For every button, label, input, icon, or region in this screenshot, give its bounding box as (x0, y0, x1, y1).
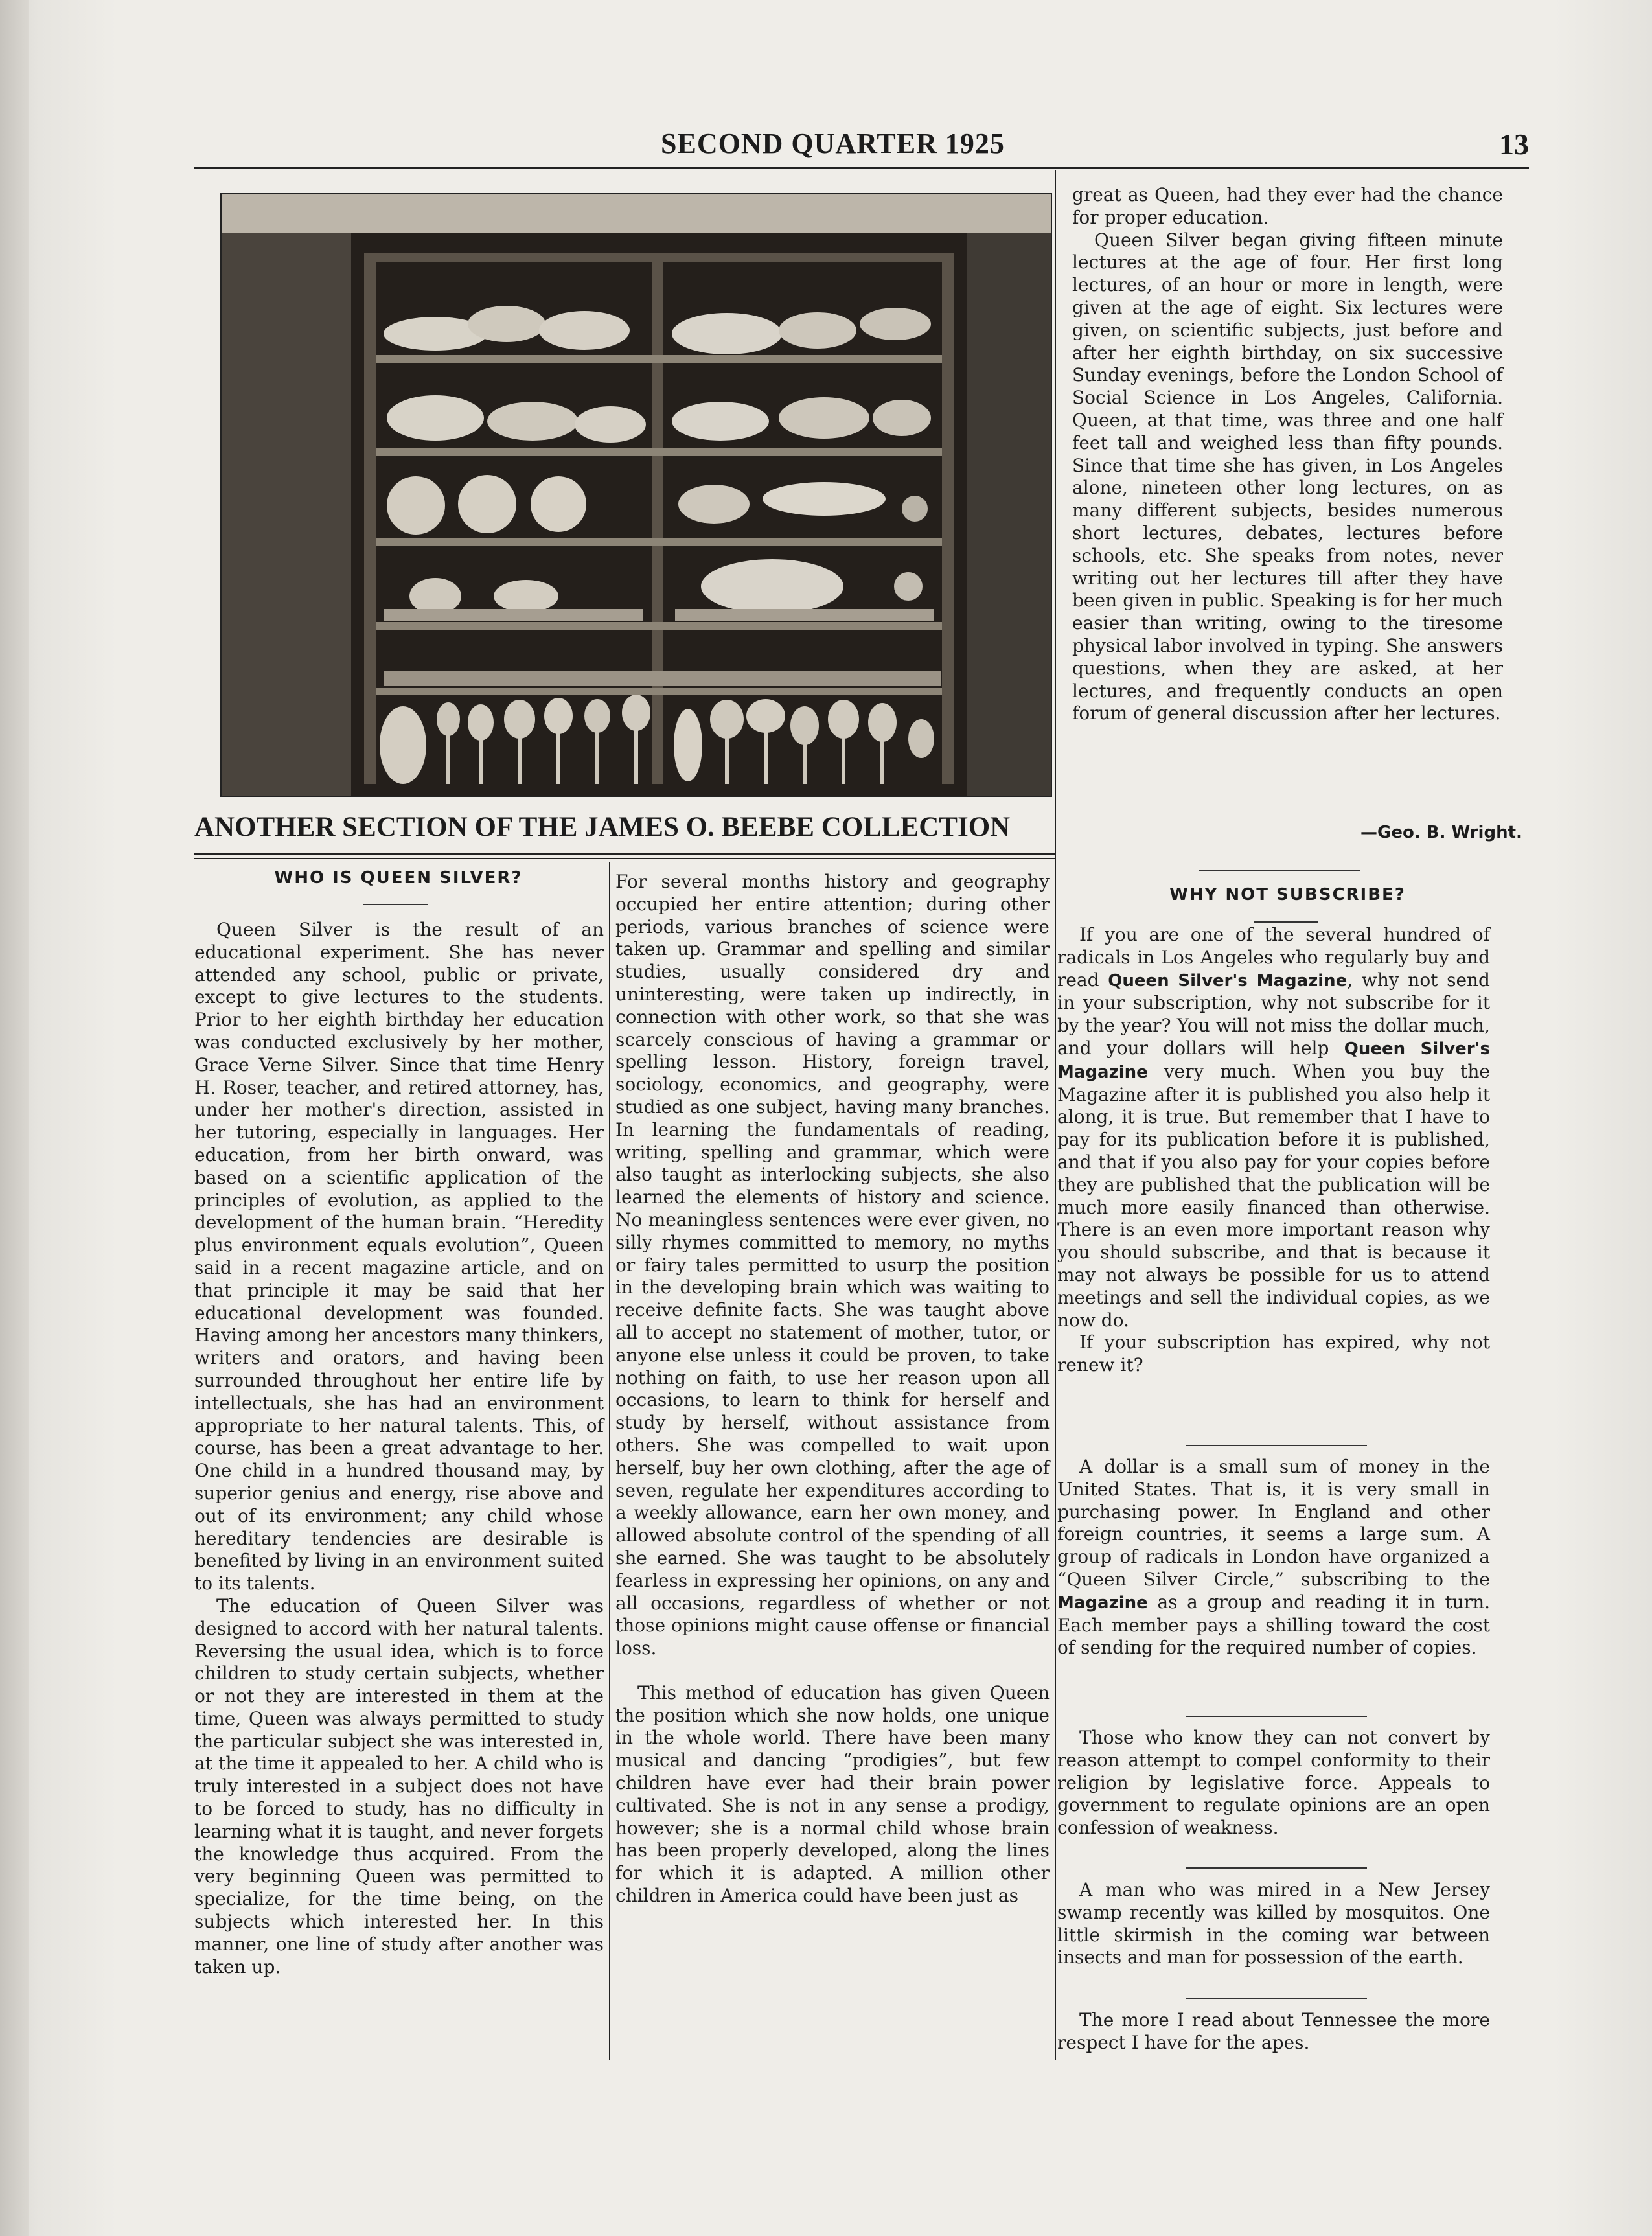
magazine-name: Magazine (1057, 1593, 1148, 1613)
text-run: If you are one of the several hundred of radicals in Los Angeles who regularly buy and read (1057, 924, 1490, 991)
page-number: 13 (1499, 128, 1529, 161)
heading-underline (1254, 921, 1318, 923)
article-heading-who-is-queen-silver: WHO IS QUEEN SILVER? (274, 868, 523, 888)
subscribe-paragraph (1057, 924, 1490, 1331)
caption-rule-thin (194, 858, 1056, 859)
author-signature: —Geo. B. Wright. (1360, 823, 1522, 842)
article-paragraph: great as Queen, had they ever had the chance for proper education. (1072, 184, 1503, 228)
column-divider-1 (609, 862, 610, 2060)
article-paragraph: The education of Queen Silver was designed to accord with her natural talents. Reversing the usual idea, which is to force children to study certain subjects, whether or not they are interested in them at the time, Queen was always permitted to study the particular subject she was interested in, at the time it appealed to her. A child who is truly interested in a subject does not have to be forced to study, has no difficulty in learning what it is taught, and never forgets the knowledge thus acquired. From the very beginning Queen was permitted to specialize, for the time being, on the subjects which interested her. In this manner, one line of study after another was taken up. (194, 1595, 604, 1977)
collection-photograph (220, 193, 1052, 797)
tennessee-item (1057, 2009, 1490, 2055)
convert-paragraph: Those who know they can not convert by reason attempt to compel conformity to their religion by legislative force. Appeals to government to regulate opinions are an open confession of weakness. (1057, 1727, 1490, 1839)
article-column-1 (194, 919, 604, 1978)
photo-caption: ANOTHER SECTION OF THE JAMES O. BEEBE COLLECTION (194, 812, 1011, 842)
text-run: , why not send in your subscription, why not subscribe for it by the year? You will not miss the dollar much, and your dollars will help (1057, 969, 1490, 1059)
section-separator (1186, 1998, 1367, 1999)
dollar-item (1057, 1456, 1490, 1659)
heading-underline (363, 904, 428, 905)
section-separator (1186, 1716, 1367, 1717)
text-run: as a group and reading it in turn. Each member pays a shilling toward the cost of sending for the required number of copies. (1057, 1591, 1490, 1659)
mosquitos-paragraph: A man who was mired in a New Jersey swamp recently was killed by mosquitos. One little skirmish in the coming war between insects and man for possession of the earth. (1057, 1879, 1490, 1968)
section-separator (1186, 1445, 1367, 1446)
text-run: A dollar is a small sum of money in the United States. That is, it is very small in purchasing power. In England and other foreign countries, it seems a large sum. A group of radicals in London have organized a “Queen Silver Circle,” subscribing to the (1057, 1456, 1490, 1590)
header-rule (194, 167, 1529, 169)
convert-item (1057, 1727, 1490, 1839)
tennessee-paragraph: The more I read about Tennessee the more respect I have for the apes. (1057, 2009, 1490, 2053)
running-header: SECOND QUARTER 1925 (661, 128, 1005, 159)
mosquitos-item (1057, 1879, 1490, 1969)
section-separator (1186, 1867, 1367, 1869)
caption-rule-thick (194, 853, 1056, 855)
subscribe-column (1057, 924, 1490, 1377)
page-fold-shadow (0, 0, 29, 2236)
article-paragraph: Queen Silver began giving fifteen minute lectures at the age of four. Her first long lectures, of an hour or more in length, were given at the age of eight. Six lectures were given, on scientific subjects, just before and after her eighth birthday, on six successive Sunday evenings, before the London School of Social Science in Los Angeles, California. Queen, at that time, was three and one half feet tall and weighed less than fifty pounds. Since that time she has given, in Los Angeles alone, nineteen other long lectures, on as many different subjects, besides numerous short lectures, debates, lectures before schools, etc. She speaks from notes, never writing out her lectures till after they have been given in public. Speaking is for her much easier than writing, owing to the tiresome physical labor involved in typing. She answers questions, when they are asked, at her lectures, and frequently conducts an open forum of general discussion after her lectures. (1072, 229, 1503, 724)
article-paragraph: For several months history and geography occupied her entire attention; during other periods, various branches of science were taken up. Grammar and spelling and similar studies, usually considered dry and uninteresting, were taken up indirectly, in connection with other work, so that she was scarcely conscious of having a grammar or spelling lesson. History, foreign travel, sociology, economics, and geography, were studied as one subject, having many branches. In learning the fundamentals of reading, writing, spelling and grammar, which were also taught as interlocking subjects, she also learned the elements of history and science. No meaningless sentences were ever given, no silly rhymes committed to memory, no myths or fairy tales permitted to usurp the position in the developing brain which was waiting to receive definite facts. She was taught above all to accept no statement of mother, tutor, or anyone else unless it could be proven, to take nothing on faith, to use her reason upon all occasions, to learn to think for herself and study by herself, without assistance from others. She was compelled to wait upon herself, buy her own clothing, after the age of seven, regulate her expenditures according to a weekly allowance, earn her own money, and allowed absolute control of the spending of all she earned. She was taught to be absolutely fearless in expressing her opinions, on any and all occasions, regardless of whether or not those opinions might cause offense or financial loss. (615, 871, 1050, 1659)
dollar-paragraph (1057, 1456, 1490, 1659)
article-paragraph: Queen Silver is the result of an educational experiment. She has never attended any school, public or private, except to give lectures to the students. Prior to her eighth birthday her education was conducted exclusively by her mother, Grace Verne Silver. Since that time Henry H. Roser, teacher, and retired attorney, has, under her mother's direction, assisted in her tutoring, especially in languages. Her education, from her birth onward, was based on a scientific application of the principles of evolution, as applied to the development of the human brain. “Heredity plus environment equals evolution”, Queen said in a recent magazine article, and on that principle it may be said that her educational development was founded. Having among her ancestors many thinkers, writers and orators, and having been surrounded throughout her entire life by intellectuals, she has had an environment appropriate to her natural talents. This, of course, has been a great advantage to her. One child in a hundred thousand may, by superior genius and energy, rise above and out of its environment; any child whose hereditary tendencies are desirable is benefited by living in an environment suited to its talents. (194, 919, 604, 1595)
article-heading-why-not-subscribe: WHY NOT SUBSCRIBE? (1169, 885, 1406, 905)
subscribe-paragraph: If your subscription has expired, why not renew it? (1057, 1331, 1490, 1376)
magazine-name: Queen Silver's Magazine (1108, 971, 1348, 991)
section-separator (1199, 870, 1360, 871)
article-paragraph: This method of education has given Queen the position which she now holds, one unique in the whole world. There have been many musical and dancing “prodigies”, but few children have ever had their brain power cultivated. She is not in any sense a prodigy, however; she is a normal child whose brain has been properly developed, along the lines for which it is adapted. A million other children in America could have been just as (615, 1681, 1050, 1907)
magazine-name: Queen Silver's Magazine (1057, 1039, 1490, 1082)
text-run: very much. When you buy the Magazine after it is published you also help it along, it is true. But remember that I have to pay for its publication before it is published, and that if you also pay for your copies before they are published that the publication will be much more easily financed than otherwise. There is an even more important reason why you should subscribe, and that is because it may not always be possible for us to attend meetings and sell the individual copies, as we now do. (1057, 1060, 1490, 1331)
article-column-3 (1072, 184, 1503, 725)
article-column-2 (615, 871, 1050, 1908)
column-divider-2 (1055, 170, 1056, 2060)
